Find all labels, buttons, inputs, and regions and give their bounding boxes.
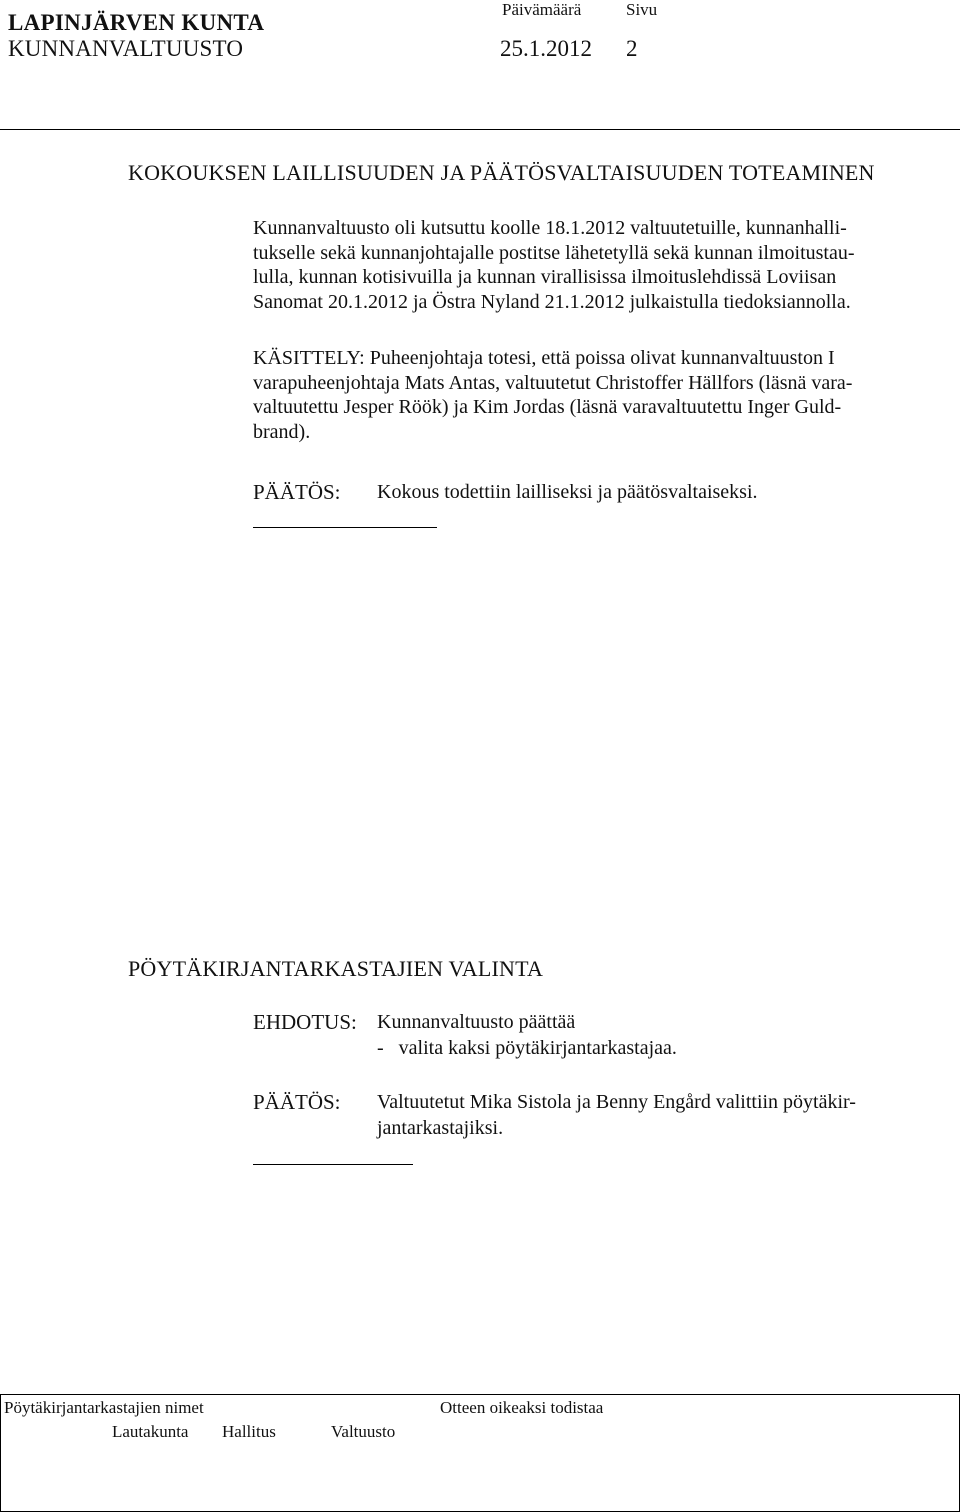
decision-text-line: Valtuutetut Mika Sistola ja Benny Engård valittiin pöytäkir- [377, 1091, 856, 1113]
section-end-line [253, 1164, 413, 1165]
organization-name: LAPINJÄRVEN KUNTA [8, 10, 265, 35]
decision-label: PÄÄTÖS: [253, 1090, 341, 1114]
proposal-label: EHDOTUS: [253, 1010, 357, 1034]
header-rule [0, 129, 960, 130]
document-date: 25.1.2012 [500, 36, 592, 61]
proposal-text: Kunnanvaltuusto päättää [377, 1011, 576, 1033]
paragraph-line: tukselle sekä kunnanjohtajalle postitse lähetetyllä sekä kunnan ilmoitustau- [253, 241, 855, 264]
column-valtuusto: Valtuusto [331, 1422, 396, 1441]
handling-paragraph [253, 346, 953, 444]
column-lautakunta: Lautakunta [112, 1422, 189, 1441]
paragraph-line: lulla, kunnan kotisivuilla ja kunnan virallisissa ilmoituslehdissä Loviisan [253, 266, 837, 289]
paragraph-line: Sanomat 20.1.2012 ja Östra Nyland 21.1.2012 julkaistulla tiedoksiannolla. [253, 290, 851, 313]
paragraph-line: valtuutettu Jesper Röök) ja Kim Jordas (läsnä varavaltuutettu Inger Guld- [253, 396, 842, 419]
column-hallitus: Hallitus [222, 1422, 276, 1441]
paragraph-line: Kunnanvaltuusto oli kutsuttu koolle 18.1.2012 valtuutetuille, kunnanhalli- [253, 217, 847, 239]
certified-label: Otteen oikeaksi todistaa [440, 1398, 604, 1417]
decision-text: Kokous todettiin lailliseksi ja päätösvaltaiseksi. [377, 481, 758, 503]
section-end-line [253, 527, 437, 528]
section-title-legality: KOKOUKSEN LAILLISUUDEN JA PÄÄTÖSVALTAISUUDEN TOTEAMINEN [128, 160, 875, 185]
section-title-inspectors: PÖYTÄKIRJANTARKASTAJIEN VALINTA [128, 956, 544, 981]
date-label: Päivämäärä [502, 0, 582, 19]
page-label: Sivu [626, 0, 658, 19]
inspectors-label: Pöytäkirjantarkastajien nimet [4, 1398, 204, 1417]
paragraph-line: varapuheenjohtaja Mats Antas, valtuutetut Christoffer Hällfors (läsnä vara- [253, 371, 853, 394]
paragraph-line: brand). [253, 420, 311, 443]
decision-text-line: jantarkastajiksi. [377, 1117, 504, 1139]
proposal-item: - valita kaksi pöytäkirjantarkastajaa. [377, 1037, 677, 1059]
paragraph-line: KÄSITTELY: Puheenjohtaja totesi, että poissa olivat kunnanvaltuuston I [253, 347, 835, 369]
governing-body: KUNNANVALTUUSTO [8, 36, 244, 61]
intro-paragraph [253, 216, 953, 314]
page-number: 2 [626, 36, 638, 61]
decision-label: PÄÄTÖS: [253, 480, 341, 504]
